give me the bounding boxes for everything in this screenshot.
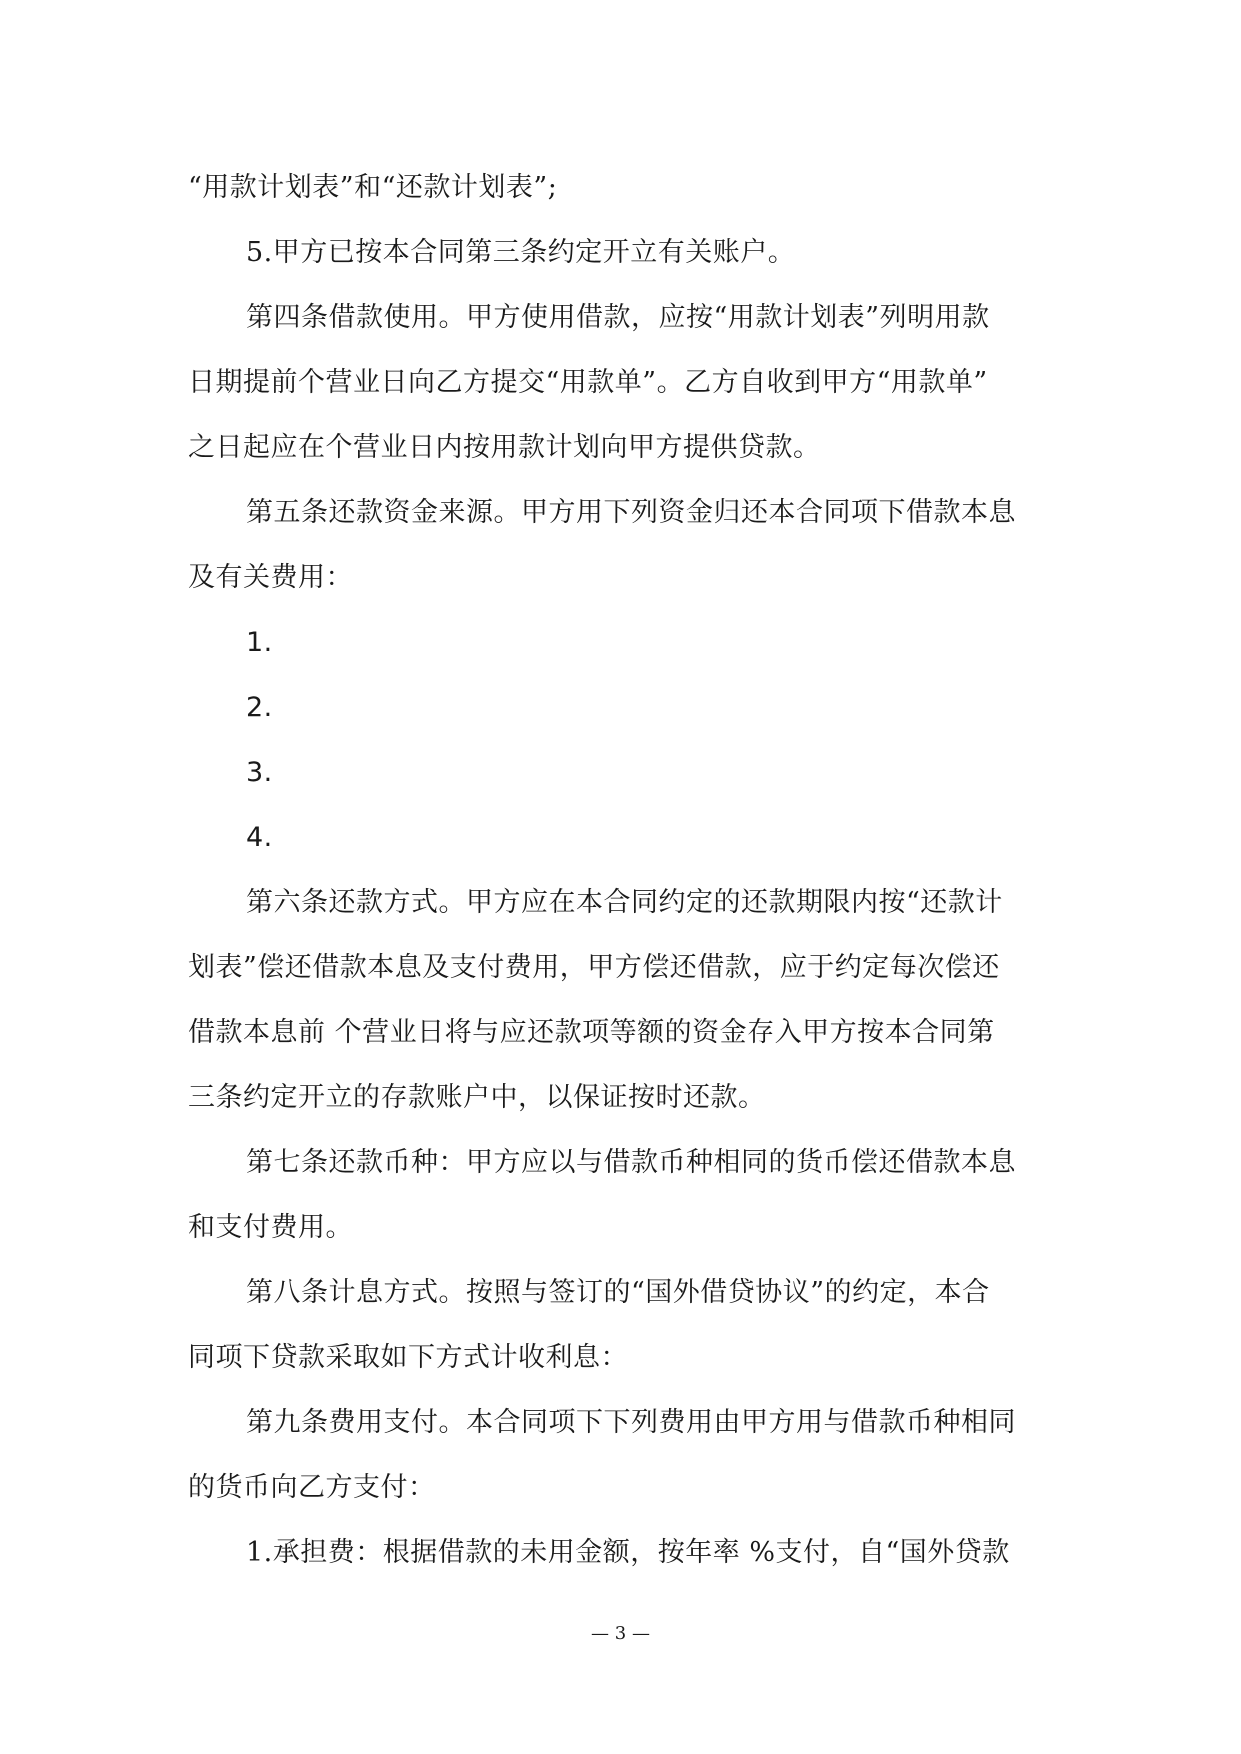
text-line: 1.承担费：根据借款的未用金额，按年率 %支付，自“国外贷款 xyxy=(246,1537,1010,1568)
text-line: 第七条还款币种：甲方应以与借款币种相同的货币偿还借款本息 xyxy=(246,1147,1016,1178)
text-line: 5.甲方已按本合同第三条约定开立有关账户。 xyxy=(246,237,796,268)
text-line: 日期提前个营业日向乙方提交“用款单”。乙方自收到甲方“用款单” xyxy=(188,367,988,398)
document-body xyxy=(188,155,1058,1585)
text-line: 借款本息前 个营业日将与应还款项等额的资金存入甲方按本合同第 xyxy=(188,1017,995,1048)
text-line: 第八条计息方式。按照与签订的“国外借贷协议”的约定，本合 xyxy=(246,1277,990,1308)
list-item: 1. xyxy=(246,627,273,658)
text-line: 第六条还款方式。甲方应在本合同约定的还款期限内按“还款计 xyxy=(246,887,1003,918)
list-item: 4. xyxy=(246,822,273,853)
text-line: 和支付费用。 xyxy=(188,1212,353,1243)
text-line: 第五条还款资金来源。甲方用下列资金归还本合同项下借款本息 xyxy=(246,497,1016,528)
text-line: “用款计划表”和“还款计划表”; xyxy=(188,172,558,203)
text-line: 第四条借款使用。甲方使用借款，应按“用款计划表”列明用款 xyxy=(246,302,990,333)
list-item: 2. xyxy=(246,692,273,723)
text-line: 同项下贷款采取如下方式计收利息： xyxy=(188,1342,628,1373)
page-number: — 3 — xyxy=(591,1623,650,1644)
list-item: 3. xyxy=(246,757,273,788)
text-line: 划表”偿还借款本息及支付费用，甲方偿还借款，应于约定每次偿还 xyxy=(188,952,1000,983)
text-line: 之日起应在个营业日内按用款计划向甲方提供贷款。 xyxy=(188,432,821,463)
text-line: 的货币向乙方支付： xyxy=(188,1472,436,1503)
text-line: 三条约定开立的存款账户中，以保证按时还款。 xyxy=(188,1082,766,1113)
text-line: 第九条费用支付。本合同项下下列费用由甲方用与借款币种相同 xyxy=(246,1407,1016,1438)
text-line: 及有关费用： xyxy=(188,562,353,593)
